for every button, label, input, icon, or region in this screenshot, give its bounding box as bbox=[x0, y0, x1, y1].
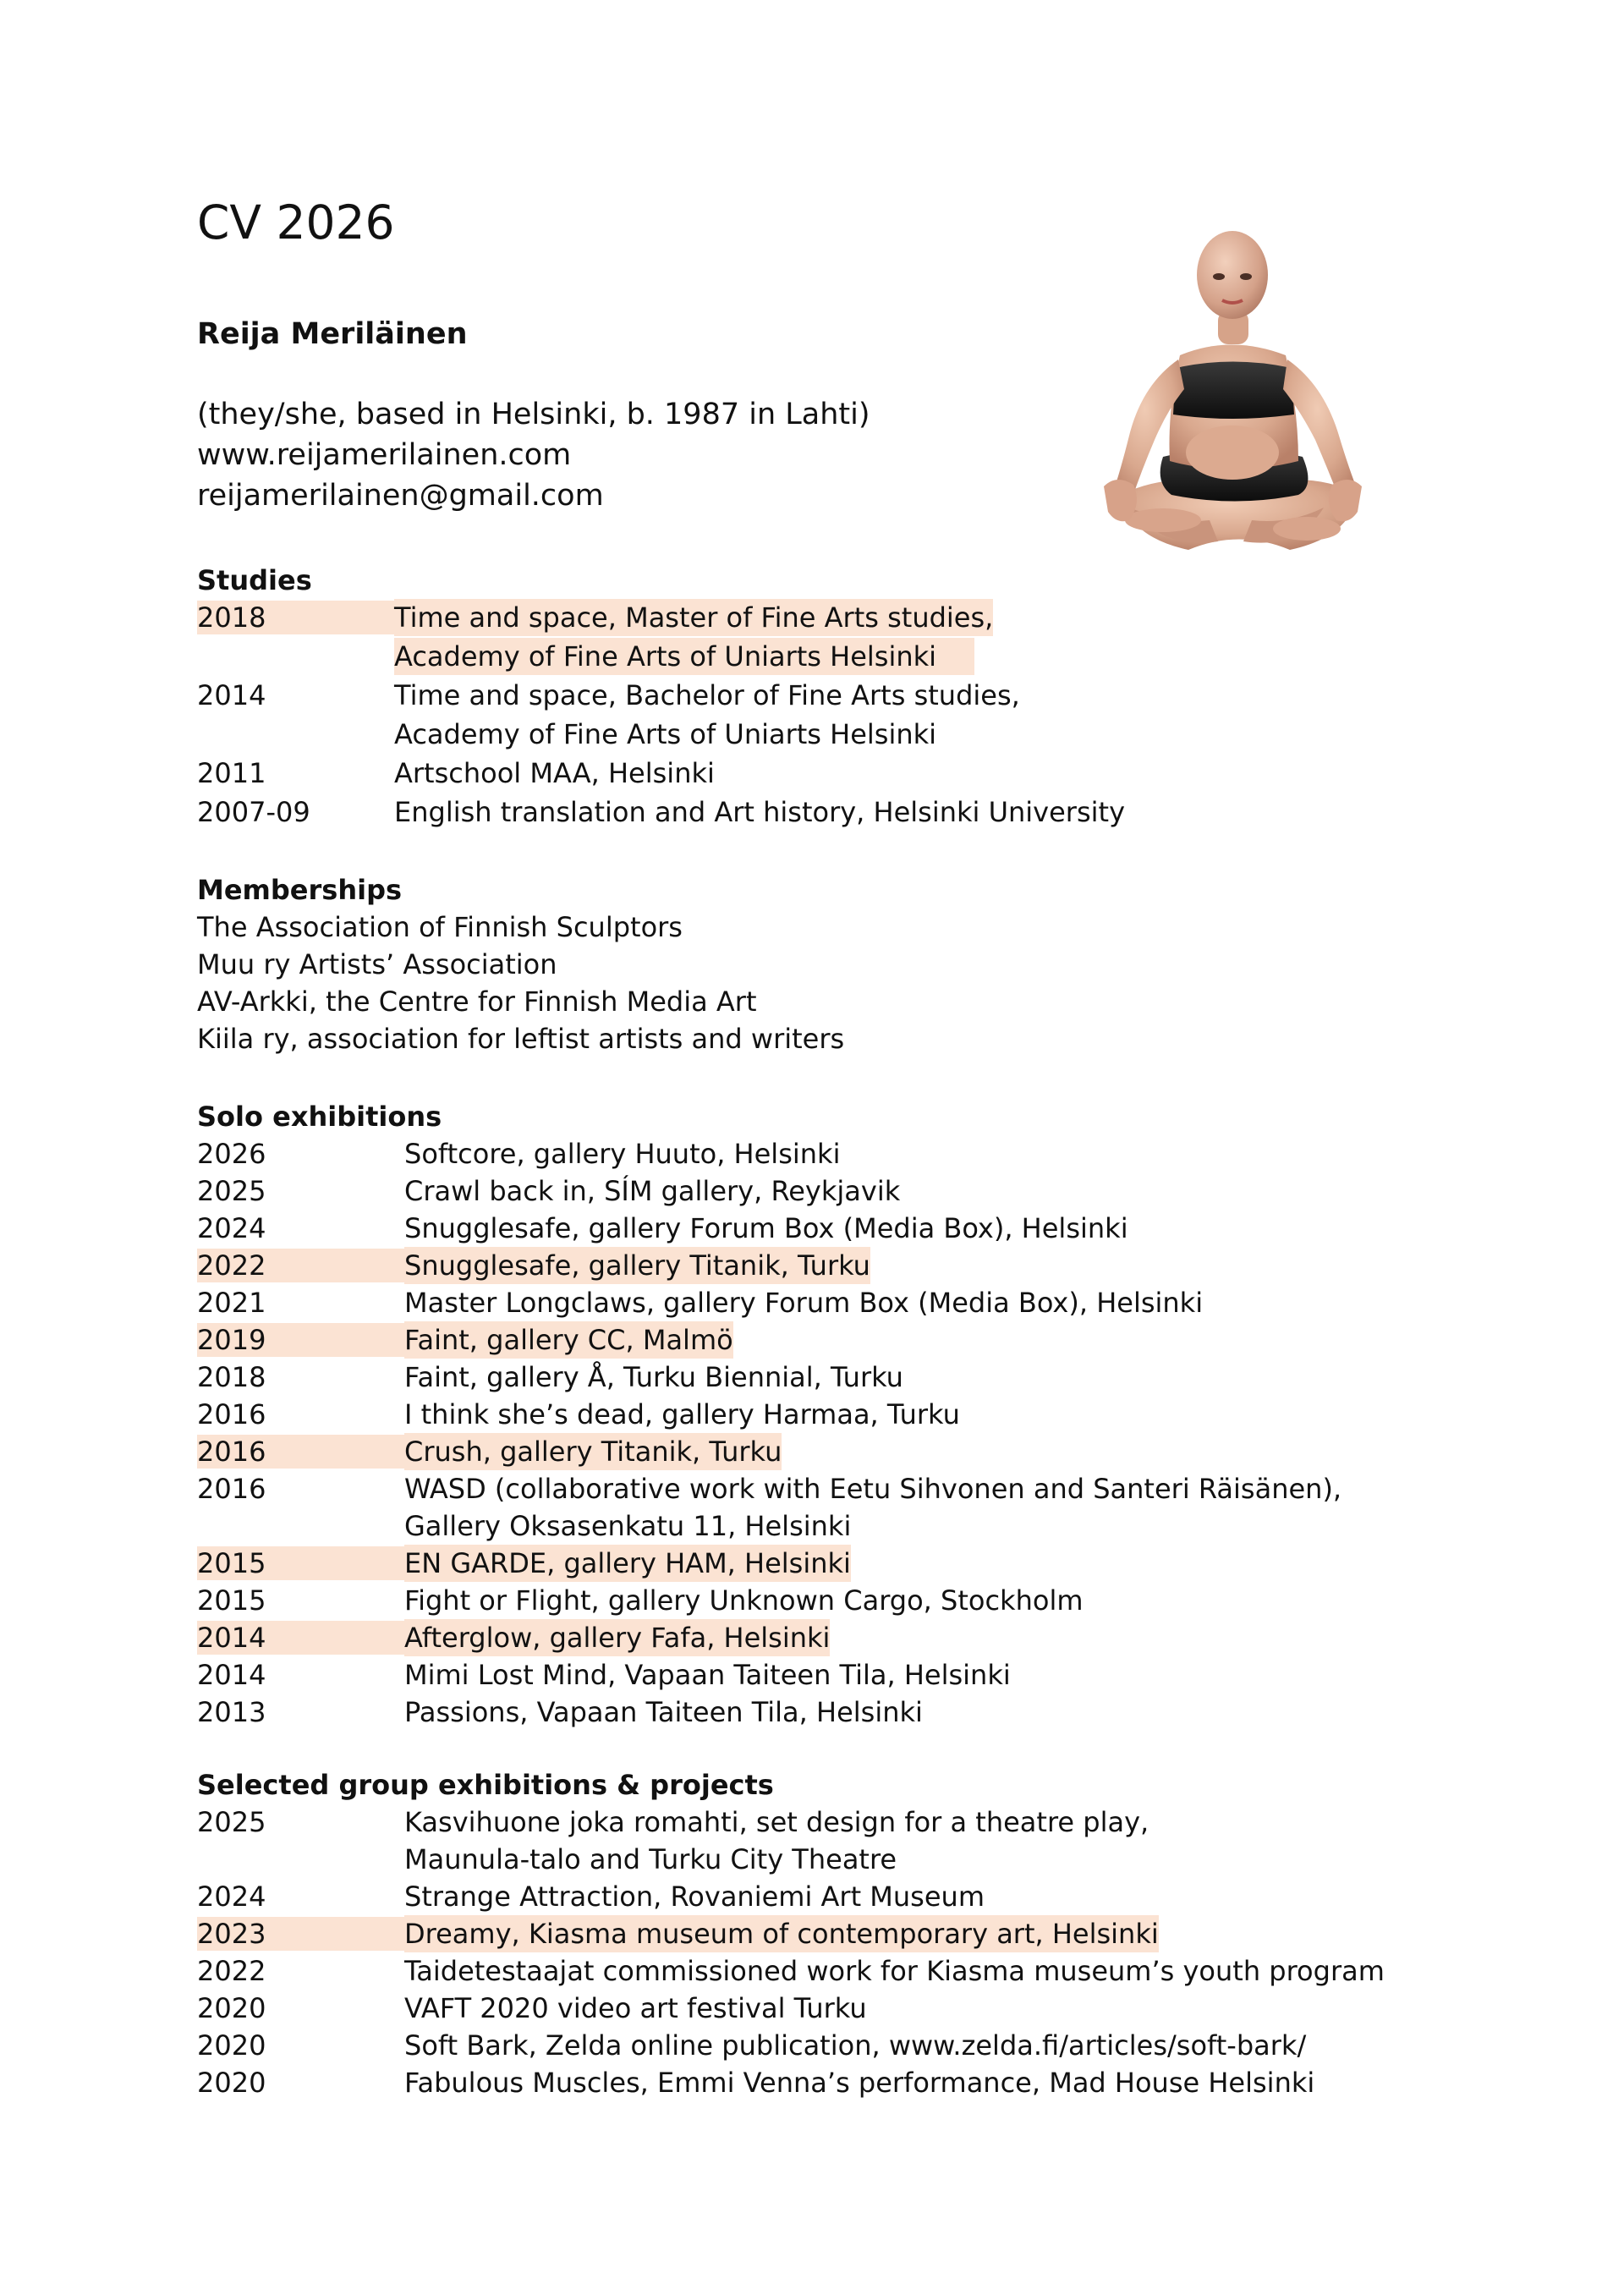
row-year: 2015 bbox=[197, 1547, 266, 1579]
row-text: EN GARDE, gallery HAM, Helsinki bbox=[404, 1545, 851, 1582]
solo-row bbox=[197, 1656, 1466, 1694]
row-year: 2020 bbox=[197, 2067, 266, 2099]
row-year: 2016 bbox=[197, 1473, 266, 1505]
membership-item: Kiila ry, association for leftist artists and writers bbox=[197, 1023, 845, 1055]
row-text: Snugglesafe, gallery Forum Box (Media Box), Helsinki bbox=[404, 1212, 1128, 1244]
membership-item: Muu ry Artists’ Association bbox=[197, 948, 557, 980]
row-text: Faint, gallery CC, Malmö bbox=[404, 1321, 733, 1359]
row-text: Fabulous Muscles, Emmi Venna’s performance, Mad House Helsinki bbox=[404, 2067, 1315, 2099]
row-year: 2020 bbox=[197, 2029, 266, 2062]
email-link[interactable]: reijamerilainen@gmail.com bbox=[197, 479, 604, 513]
row-year: 2026 bbox=[197, 1138, 266, 1170]
section-heading-solo: Solo exhibitions bbox=[197, 1101, 442, 1133]
group-row bbox=[197, 2064, 1466, 2101]
group-row bbox=[197, 1915, 1466, 1952]
row-text: Crawl back in, SÍM gallery, Reykjavik bbox=[404, 1175, 901, 1207]
row-year: 2023 bbox=[197, 1918, 266, 1950]
group-row bbox=[197, 1952, 1466, 1990]
solo-row bbox=[197, 1210, 1466, 1247]
artist-figure-image bbox=[1070, 216, 1396, 563]
row-text: Artschool MAA, Helsinki bbox=[394, 757, 715, 789]
solo-row bbox=[197, 1619, 1466, 1656]
row-text: Master Longclaws, gallery Forum Box (Media Box), Helsinki bbox=[404, 1287, 1204, 1319]
row-year: 2011 bbox=[197, 757, 266, 789]
row-text: Maunula-talo and Turku City Theatre bbox=[404, 1843, 897, 1875]
row-year: 2016 bbox=[197, 1436, 266, 1468]
solo-row bbox=[197, 1321, 1466, 1359]
solo-exhibitions-section bbox=[197, 1098, 1466, 1731]
studies-row bbox=[197, 793, 1466, 832]
row-text: Academy of Fine Arts of Uniarts Helsinki bbox=[394, 718, 937, 750]
website-link[interactable]: www.reijamerilainen.com bbox=[197, 438, 572, 472]
row-text: VAFT 2020 video art festival Turku bbox=[404, 1992, 867, 2024]
row-year: 2024 bbox=[197, 1880, 266, 1913]
row-text: Mimi Lost Mind, Vapaan Taiteen Tila, Helsinki bbox=[404, 1659, 1011, 1691]
solo-row bbox=[197, 1582, 1466, 1619]
row-year: 2018 bbox=[197, 1361, 266, 1393]
membership-item: AV-Arkki, the Centre for Finnish Media Art bbox=[197, 986, 757, 1018]
row-text: Afterglow, gallery Fafa, Helsinki bbox=[404, 1619, 830, 1656]
solo-row bbox=[197, 1433, 1466, 1470]
memberships-section bbox=[197, 871, 1466, 1057]
row-year: 2022 bbox=[197, 1249, 266, 1282]
row-year: 2025 bbox=[197, 1806, 266, 1838]
row-year: 2014 bbox=[197, 1659, 266, 1691]
solo-row bbox=[197, 1247, 1466, 1284]
row-text: Softcore, gallery Huuto, Helsinki bbox=[404, 1138, 841, 1170]
row-text: Snugglesafe, gallery Titanik, Turku bbox=[404, 1247, 870, 1284]
group-row bbox=[197, 2027, 1466, 2064]
row-text: Strange Attraction, Rovaniemi Art Museum bbox=[404, 1880, 985, 1913]
section-heading-studies: Studies bbox=[197, 564, 312, 596]
contact-block bbox=[197, 394, 870, 516]
studies-row bbox=[197, 755, 1466, 793]
section-heading-memberships: Memberships bbox=[197, 874, 403, 906]
row-year: 2020 bbox=[197, 1992, 266, 2024]
row-year: 2022 bbox=[197, 1955, 266, 1987]
bio-line: (they/she, based in Helsinki, b. 1987 in Lahti) bbox=[197, 398, 870, 431]
group-row bbox=[197, 1878, 1466, 1915]
row-year: 2016 bbox=[197, 1398, 266, 1430]
row-text: Soft Bark, Zelda online publication, www.zelda.fi/articles/soft-bark/ bbox=[404, 2029, 1307, 2062]
row-text: Time and space, Master of Fine Arts studies, bbox=[394, 599, 993, 636]
solo-row bbox=[197, 1135, 1466, 1172]
solo-row bbox=[197, 1545, 1466, 1582]
studies-section bbox=[197, 562, 1466, 832]
solo-row bbox=[197, 1359, 1466, 1396]
row-year: 2014 bbox=[197, 1622, 266, 1654]
row-text: Gallery Oksasenkatu 11, Helsinki bbox=[404, 1510, 852, 1542]
group-row bbox=[197, 1841, 1466, 1878]
section-heading-group: Selected group exhibitions & projects bbox=[197, 1769, 774, 1801]
row-year: 2025 bbox=[197, 1175, 266, 1207]
row-text: Kasvihuone joka romahti, set design for a theatre play, bbox=[404, 1806, 1149, 1838]
studies-row bbox=[197, 599, 1466, 638]
row-year: 2024 bbox=[197, 1212, 266, 1244]
solo-row bbox=[197, 1507, 1466, 1545]
solo-row bbox=[197, 1396, 1466, 1433]
row-text: Faint, gallery Å, Turku Biennial, Turku bbox=[404, 1361, 903, 1393]
solo-row bbox=[197, 1470, 1466, 1507]
studies-row bbox=[197, 716, 1466, 755]
row-year: 2007-09 bbox=[197, 796, 310, 828]
solo-row bbox=[197, 1172, 1466, 1210]
row-text: English translation and Art history, Helsinki University bbox=[394, 796, 1125, 828]
group-exhibitions-section bbox=[197, 1766, 1466, 2101]
row-text: WASD (collaborative work with Eetu Sihvonen and Santeri Räisänen), bbox=[404, 1473, 1342, 1505]
row-year: 2021 bbox=[197, 1287, 266, 1319]
studies-row bbox=[197, 638, 1466, 677]
group-row bbox=[197, 1990, 1466, 2027]
artist-name: Reija Meriläinen bbox=[197, 317, 468, 351]
row-text: Dreamy, Kiasma museum of contemporary art, Helsinki bbox=[404, 1915, 1159, 1952]
row-text: Taidetestaajat commissioned work for Kiasma museum’s youth program bbox=[404, 1955, 1385, 1987]
row-year: 2013 bbox=[197, 1696, 266, 1728]
solo-row bbox=[197, 1284, 1466, 1321]
row-text: Fight or Flight, gallery Unknown Cargo, Stockholm bbox=[404, 1584, 1084, 1617]
row-year: 2018 bbox=[197, 601, 266, 634]
row-text: Crush, gallery Titanik, Turku bbox=[404, 1433, 782, 1470]
cv-title: CV 2026 bbox=[197, 195, 395, 250]
solo-row bbox=[197, 1694, 1466, 1731]
row-text: Academy of Fine Arts of Uniarts Helsinki bbox=[394, 638, 974, 675]
row-year: 2015 bbox=[197, 1584, 266, 1617]
group-row bbox=[197, 1804, 1466, 1841]
row-text: Time and space, Bachelor of Fine Arts studies, bbox=[394, 679, 1020, 711]
row-year: 2014 bbox=[197, 679, 266, 711]
row-text: Passions, Vapaan Taiteen Tila, Helsinki bbox=[404, 1696, 923, 1728]
row-text: I think she’s dead, gallery Harmaa, Turku bbox=[404, 1398, 960, 1430]
studies-row bbox=[197, 677, 1466, 716]
row-year: 2019 bbox=[197, 1324, 266, 1356]
membership-item: The Association of Finnish Sculptors bbox=[197, 911, 683, 943]
